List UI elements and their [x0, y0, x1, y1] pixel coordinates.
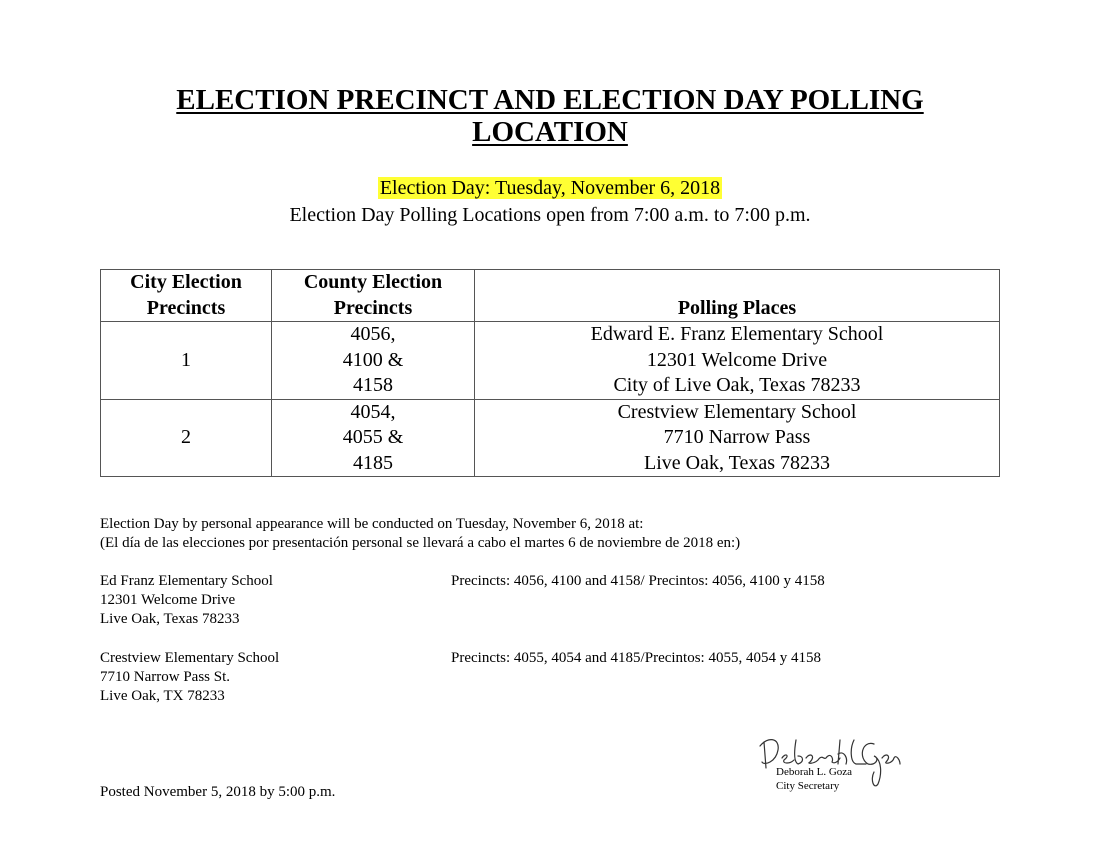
county-precinct-cell: 4056, 4100 & 4158: [272, 322, 475, 400]
county-precinct-cell: 4054, 4055 & 4185: [272, 399, 475, 477]
location-address-2: Crestview Elementary School 7710 Narrow Pass St. Live Oak, TX 78233: [100, 650, 280, 704]
header-county-precincts: County Election Precincts: [272, 270, 475, 322]
header-city-precincts: City Election Precincts: [101, 270, 272, 322]
city-precinct-cell: 2: [101, 399, 272, 477]
notice-spanish: (El día de las elecciones por presentación personal se llevará a cabo el martes 6 de noviembre de 2018 en:): [100, 535, 741, 551]
polling-place-cell: Crestview Elementary School 7710 Narrow Pass Live Oak, Texas 78233: [475, 399, 1000, 477]
title-line-1: ELECTION PRECINCT AND ELECTION DAY POLLING: [176, 84, 924, 116]
city-precinct-cell: 1: [101, 322, 272, 400]
election-day-line: [0, 176, 1100, 200]
table-row: [101, 399, 1000, 477]
location-precincts-2: Precincts: 4055, 4054 and 4185/Precintos: 4055, 4054 y 4158: [451, 650, 821, 666]
polling-hours: Election Day Polling Locations open from 7:00 a.m. to 7:00 p.m.: [289, 204, 811, 226]
posted-notice: Posted November 5, 2018 by 5:00 p.m.: [100, 784, 336, 800]
notice-english: Election Day by personal appearance will be conducted on Tuesday, November 6, 2018 at:: [100, 516, 644, 532]
precinct-table: [100, 269, 1000, 477]
table-header-row: [101, 270, 1000, 322]
election-day-highlight: Election Day: Tuesday, November 6, 2018: [379, 177, 721, 199]
notice-text: [100, 515, 740, 553]
location-precincts-1: Precincts: 4056, 4100 and 4158/ Precintos: 4056, 4100 y 4158: [451, 573, 825, 589]
location-address-1: Ed Franz Elementary School 12301 Welcome Drive Live Oak, Texas 78233: [100, 573, 273, 627]
table-row: [101, 322, 1000, 400]
document-title: [0, 84, 1100, 148]
polling-place-cell: Edward E. Franz Elementary School 12301 Welcome Drive City of Live Oak, Texas 78233: [475, 322, 1000, 400]
title-line-2: LOCATION: [472, 116, 628, 148]
signatory-name: Deborah L. Goza: [776, 766, 853, 778]
signatory-title: City Secretary: [776, 780, 840, 792]
header-polling-places: Polling Places: [475, 270, 1000, 322]
